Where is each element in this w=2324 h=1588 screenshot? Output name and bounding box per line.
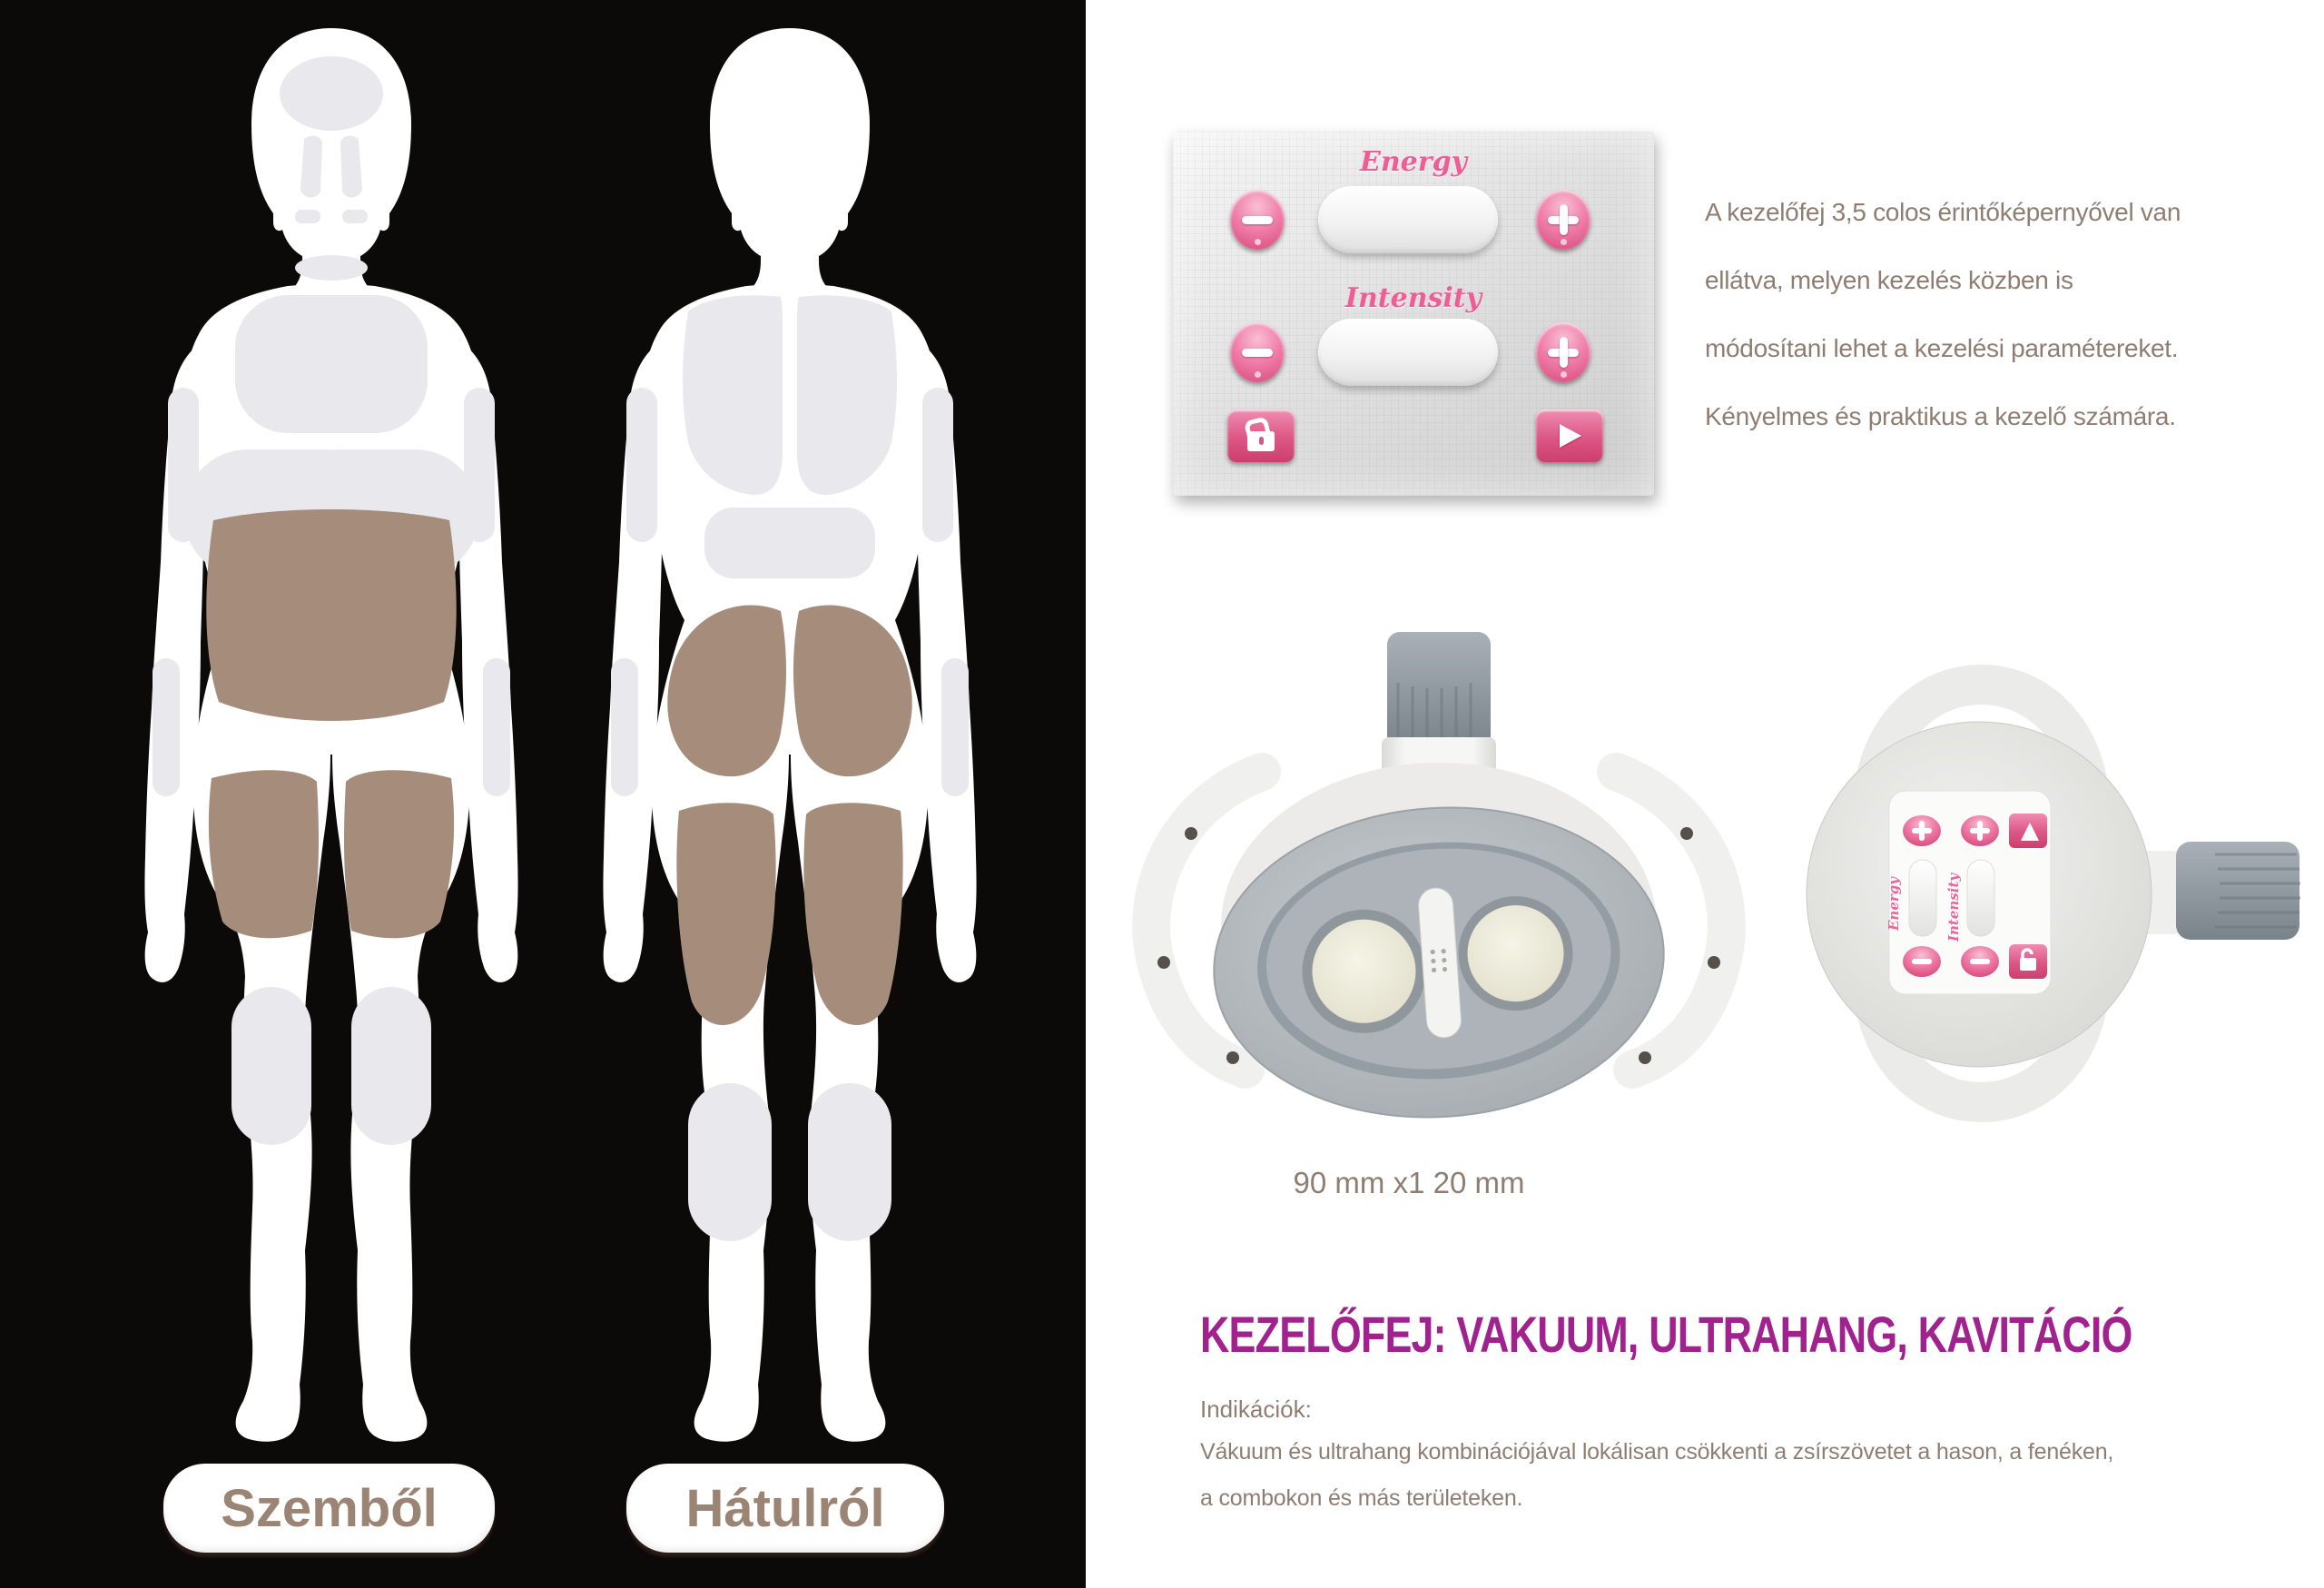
indications-title: Indikációk: <box>1200 1396 1312 1423</box>
back-view-button[interactable] <box>626 1464 944 1553</box>
indications-line: Vákuum és ultrahang kombinációjával lokálisan csökkenti a zsírszövetet a hason, a fenéken, <box>1200 1439 2114 1465</box>
front-thigh-treatment-zone <box>209 770 319 938</box>
front-view-label: Szemből <box>221 1478 438 1538</box>
play-icon <box>1560 424 1581 448</box>
description-line: ellátva, melyen kezelés közben is <box>1705 266 2073 294</box>
lower-back-segment <box>704 508 875 578</box>
device-stem <box>2176 842 2299 940</box>
front-body-figure <box>141 23 522 1453</box>
head-energy-label: Energy <box>1886 877 1902 931</box>
energy-plus-button[interactable] <box>1536 190 1590 250</box>
chest-segment <box>235 295 428 433</box>
description-line: A kezelőfej 3,5 colos érintőképernyővel van <box>1705 198 2181 226</box>
start-button[interactable] <box>1536 409 1603 462</box>
section-heading: KEZELŐFEJ: VAKUUM, ULTRAHANG, KAVITÁCIÓ <box>1200 1306 2132 1363</box>
body-map-panel <box>0 0 1086 1588</box>
treatment-head-bottom-photo <box>1126 599 1752 1189</box>
front-view-button[interactable] <box>163 1464 495 1553</box>
touchscreen-control-panel <box>1173 132 1654 496</box>
skull-cap-segment <box>280 56 383 131</box>
treatment-head-top-photo <box>1802 613 2319 1185</box>
minus-icon <box>1242 349 1273 357</box>
device-stem <box>1387 632 1491 748</box>
description-line: Kényelmes és praktikus a kezelő számára. <box>1705 402 2176 430</box>
head-intensity-display <box>1967 860 1994 936</box>
energy-minus-button[interactable] <box>1230 190 1285 250</box>
intensity-display <box>1318 319 1498 386</box>
back-view-label: Hátulról <box>685 1478 885 1538</box>
touchscreen-description <box>1705 178 2286 450</box>
energy-display <box>1318 186 1498 253</box>
abdomen-treatment-zone <box>206 509 456 721</box>
dimension-label: 90 mm x1 20 mm <box>1293 1166 1525 1199</box>
front-thigh-treatment-zone <box>344 770 454 938</box>
back-body-figure <box>599 23 980 1453</box>
energy-label: Energy <box>1360 146 1467 178</box>
intensity-minus-button[interactable] <box>1230 322 1285 382</box>
head-intensity-label: Intensity <box>1945 873 1962 942</box>
head-energy-display <box>1909 860 1936 936</box>
unlock-button[interactable] <box>1227 409 1295 462</box>
intensity-plus-button[interactable] <box>1536 322 1590 382</box>
indications-line: a combokon és más területeken. <box>1200 1485 1523 1511</box>
intensity-label: Intensity <box>1344 282 1482 314</box>
description-line: módosítani lehet a kezelési paramétereket. <box>1705 334 2179 362</box>
minus-icon <box>1242 216 1273 224</box>
